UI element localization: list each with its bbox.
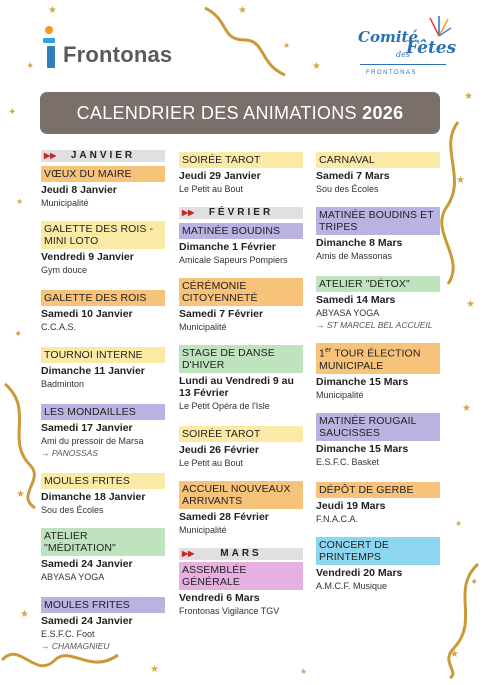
- event-title: SOIRÉE TAROT: [179, 426, 303, 442]
- event-item: [316, 480, 441, 525]
- star-decoration-icon: ★: [455, 519, 463, 528]
- event-title: LES MONDAILLES: [41, 404, 165, 420]
- month-header-mars: [179, 548, 303, 560]
- event-item: [41, 221, 166, 276]
- event-title: DÉPÔT DE GERBE: [316, 482, 440, 498]
- event-title: CONCERT DE PRINTEMPS: [316, 537, 440, 565]
- calendar-column-1: [41, 150, 166, 652]
- event-title: VŒUX DU MAIRE: [41, 166, 165, 182]
- event-location-note: → CHAMAGNIEU: [41, 641, 110, 651]
- event-item: [179, 221, 304, 266]
- event-date: Dimanche 15 Mars: [316, 442, 409, 455]
- title-year: 2026: [362, 103, 404, 123]
- event-location-note: → ST MARCEL BEL ACCUEIL: [316, 320, 433, 330]
- star-decoration-icon: ★: [466, 299, 475, 310]
- event-item: [316, 150, 441, 195]
- event-item: [316, 274, 441, 331]
- event-organizer: ABYASA YOGA: [316, 308, 380, 318]
- event-item: [316, 343, 441, 401]
- event-organizer: Municipalité: [179, 525, 227, 535]
- logo-sub-text: FRONTONAS: [366, 70, 418, 76]
- event-organizer: Badminton: [41, 379, 85, 389]
- event-organizer: ABYASA YOGA: [41, 572, 105, 582]
- star-decoration-icon: ✦: [8, 107, 17, 118]
- event-organizer: Ami du pressoir de Marsa: [41, 436, 144, 446]
- double-arrow-icon: ▶▶: [182, 549, 195, 558]
- star-decoration-icon: ★: [283, 41, 291, 50]
- event-item: [179, 150, 304, 195]
- event-date: Samedi 17 Janvier: [41, 422, 133, 434]
- calendar-column-3: [316, 150, 441, 592]
- title-main: CALENDRIER DES ANIMATIONS: [76, 103, 357, 123]
- star-decoration-icon: ★: [16, 197, 24, 206]
- event-item: [316, 537, 441, 592]
- logo-comite-text: Comité: [358, 28, 418, 46]
- event-location-note: → PANOSSAS: [41, 448, 98, 458]
- event-item: [316, 413, 441, 468]
- star-decoration-icon: ★: [16, 489, 25, 500]
- event-title: [316, 343, 440, 374]
- gold-ribbon-decoration: [0, 380, 45, 510]
- event-date: Samedi 28 Février: [179, 511, 269, 523]
- event-date: Samedi 24 Janvier: [41, 558, 133, 570]
- event-item: [179, 562, 304, 617]
- event-organizer: E.S.F.C. Basket: [316, 456, 380, 467]
- event-date: Dimanche 8 Mars: [316, 237, 403, 249]
- star-decoration-icon: ★: [464, 91, 473, 102]
- event-title-number: 1: [319, 347, 325, 360]
- event-organizer: Municipalité: [179, 322, 227, 332]
- event-organizer: Gym douce: [41, 265, 88, 275]
- event-organizer: Sou des Écoles: [316, 184, 379, 194]
- star-decoration-icon: ★: [462, 403, 471, 414]
- event-item: [41, 595, 166, 652]
- comite-des-fetes-logo: [356, 16, 456, 82]
- event-title: MATINÉE ROUGAIL SAUCISSES: [316, 413, 440, 441]
- event-date: Vendredi 6 Mars: [179, 592, 260, 604]
- event-date: Dimanche 11 Janvier: [41, 365, 145, 377]
- fireworks-icon: [426, 16, 452, 38]
- month-header-fevrier: [179, 207, 303, 219]
- event-date: Vendredi 20 Mars: [316, 566, 403, 579]
- event-title: CÉRÉMONIE CITOYENNETÉ: [179, 278, 303, 306]
- event-date: Samedi 14 Mars: [316, 294, 396, 306]
- frontonas-logo-icon: [43, 26, 59, 70]
- event-title: MATINÉE BOUDINS ET TRIPES: [316, 207, 440, 235]
- event-date: Dimanche 18 Janvier: [41, 491, 146, 503]
- event-date: Jeudi 29 Janvier: [179, 170, 261, 182]
- event-date: Samedi 10 Janvier: [41, 308, 133, 320]
- event-item: [179, 278, 304, 333]
- star-decoration-icon: ★: [312, 61, 321, 72]
- event-organizer: Frontonas Vigilance TGV: [179, 606, 280, 616]
- event-title: ATELIER "DÉTOX": [316, 276, 440, 292]
- event-date: Dimanche 1 Février: [179, 241, 276, 253]
- calendar-column-2: [179, 150, 304, 617]
- page-title: [40, 92, 440, 134]
- event-date: Vendredi 9 Janvier: [41, 251, 134, 263]
- event-item: [41, 402, 166, 459]
- star-decoration-icon: ★: [456, 175, 465, 186]
- month-header-janvier: [41, 150, 165, 162]
- event-date: Samedi 24 Janvier: [41, 615, 133, 627]
- event-date: Dimanche 15 Mars: [316, 375, 409, 388]
- event-date: Samedi 7 Février: [179, 308, 264, 320]
- event-organizer: Le Petit au Bout: [179, 458, 244, 468]
- event-item: [316, 207, 441, 262]
- event-title: MOULES FRITES: [41, 597, 165, 613]
- star-decoration-icon: ★: [150, 664, 159, 675]
- event-title: MOULES FRITES: [41, 473, 165, 489]
- event-item: [41, 164, 166, 209]
- star-decoration-icon: ★: [450, 649, 459, 660]
- event-title: ATELIER "MÉDITATION": [41, 528, 165, 556]
- event-organizer: Sou des Écoles: [41, 505, 104, 515]
- event-date: Jeudi 26 Février: [179, 444, 259, 456]
- logo-des-text: des: [396, 50, 410, 59]
- event-organizer: F.N.A.C.A.: [316, 513, 359, 524]
- event-organizer: E.S.F.C. Foot: [41, 629, 95, 639]
- event-title: CARNAVAL: [316, 152, 440, 168]
- event-organizer: C.C.A.S.: [41, 322, 77, 332]
- event-title: ACCUEIL NOUVEAUX ARRIVANTS: [179, 481, 303, 509]
- event-title: STAGE DE DANSE D'HIVER: [179, 345, 303, 373]
- event-organizer: Amis de Massonas: [316, 251, 393, 261]
- event-item: [179, 481, 304, 536]
- event-item: [41, 528, 166, 583]
- event-title: ASSEMBLÉE GÉNÉRALE: [179, 562, 303, 590]
- star-decoration-icon: ★: [238, 5, 247, 16]
- event-item: [41, 288, 166, 333]
- event-title: TOURNOI INTERNE: [41, 347, 165, 363]
- event-date: Jeudi 8 Janvier: [41, 184, 117, 196]
- gold-ribbon-decoration: [200, 0, 290, 90]
- event-organizer: Municipalité: [316, 389, 364, 400]
- event-title-superscript: er: [324, 347, 332, 354]
- event-item: [179, 345, 304, 412]
- event-title: SOIRÉE TAROT: [179, 152, 303, 168]
- event-date: Jeudi 19 Mars: [316, 499, 386, 512]
- star-decoration-icon: ★: [20, 609, 29, 620]
- event-organizer: Le Petit au Bout: [179, 184, 244, 194]
- event-organizer: Amicale Sapeurs Pompiers: [179, 255, 288, 265]
- event-title: GALETTE DES ROIS: [41, 290, 165, 306]
- event-date: Samedi 7 Mars: [316, 170, 390, 182]
- event-item: [179, 424, 304, 469]
- star-decoration-icon: ✦: [470, 577, 479, 588]
- event-title: GALETTE DES ROIS - MINI LOTO: [41, 221, 165, 249]
- logo-fetes-text: Fêtes: [406, 38, 457, 58]
- event-organizer: Municipalité: [41, 198, 89, 208]
- event-item: [41, 471, 166, 516]
- month-label: FÉVRIER: [208, 207, 274, 218]
- event-item: [41, 345, 166, 390]
- month-label: JANVIER: [70, 150, 136, 161]
- star-decoration-icon: ★: [48, 5, 57, 16]
- frontonas-logo-text: Frontonas: [63, 42, 173, 67]
- event-date: Lundi au Vendredi 9 au 13 Février: [179, 375, 294, 399]
- event-organizer: Le Petit Opéra de l'Isle: [179, 401, 270, 411]
- double-arrow-icon: ▶▶: [182, 208, 195, 217]
- star-decoration-icon: ✦: [26, 61, 35, 72]
- double-arrow-icon: ▶▶: [44, 151, 57, 160]
- star-decoration-icon: ★: [300, 667, 308, 676]
- event-organizer: A.M.C.F. Musique: [316, 580, 388, 591]
- event-title-text: TOUR ÉLECTION MUNICIPALE: [319, 347, 421, 372]
- month-label: MARS: [220, 548, 262, 559]
- frontonas-logo: [43, 24, 203, 76]
- star-decoration-icon: ✦: [14, 329, 23, 340]
- event-title: MATINÉE BOUDINS: [179, 223, 303, 239]
